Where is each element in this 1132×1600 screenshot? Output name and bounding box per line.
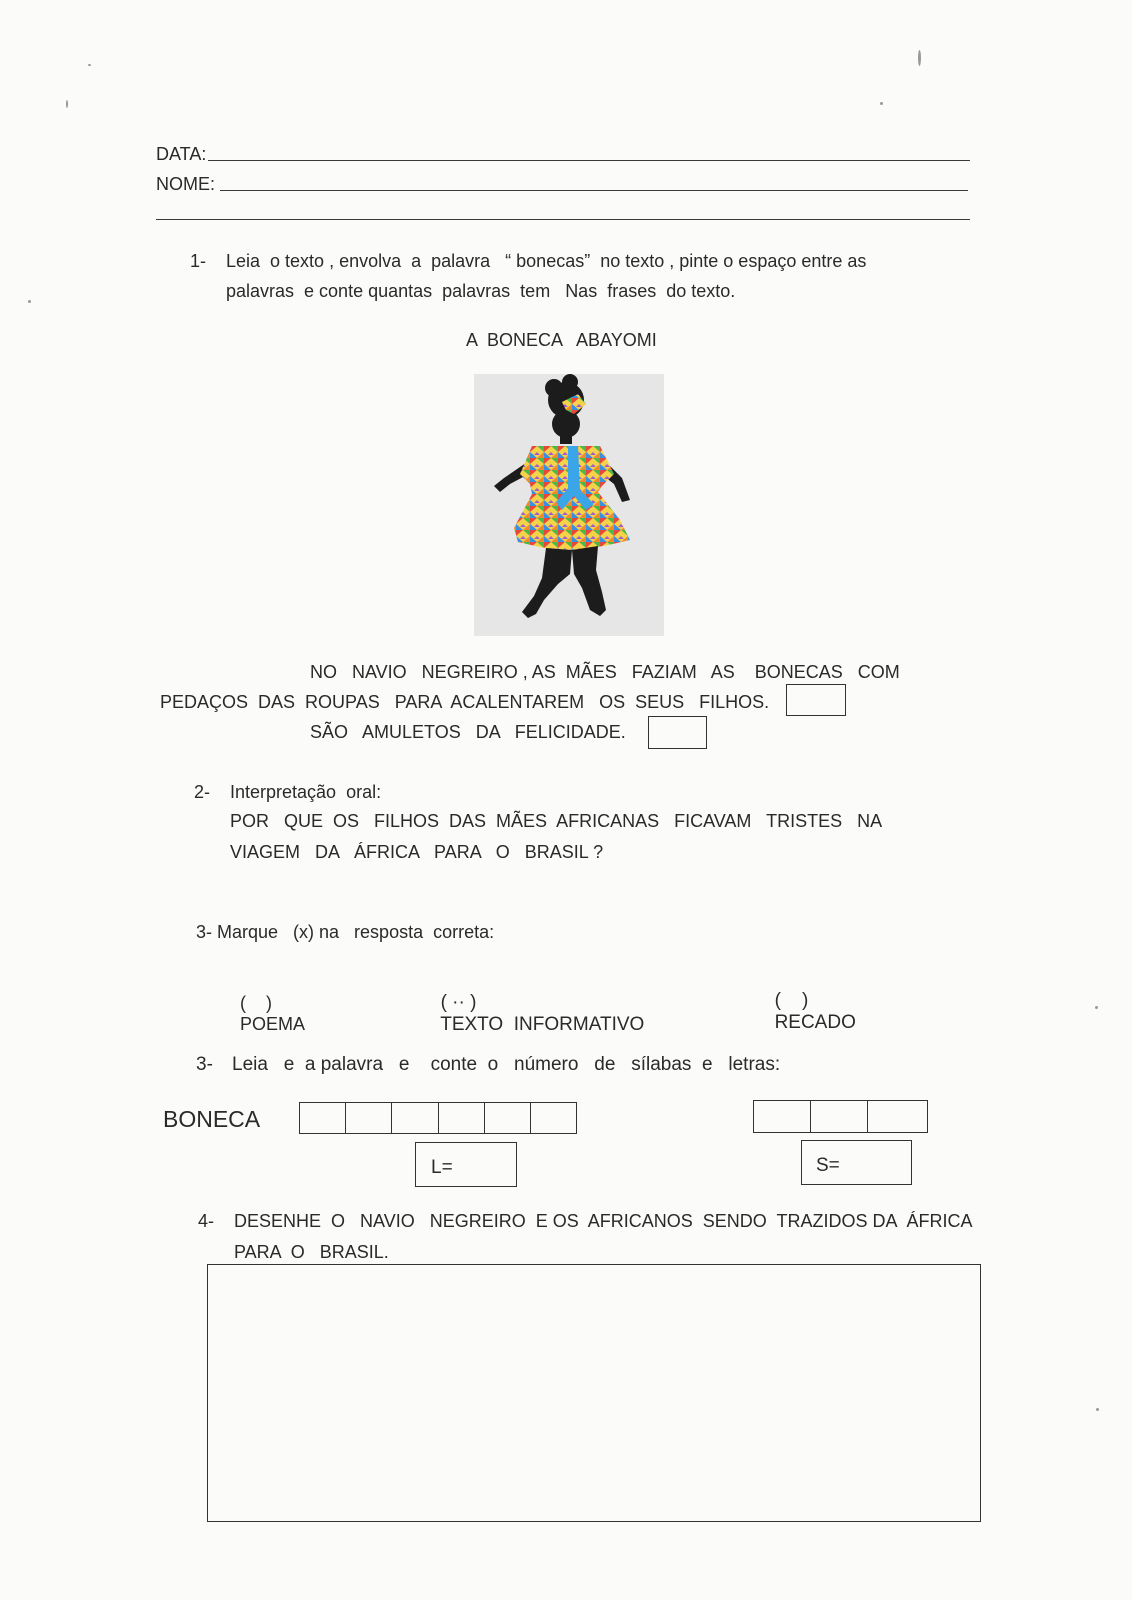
option-recado-label: RECADO — [774, 1012, 856, 1033]
scan-speck — [880, 102, 883, 105]
extra-line[interactable] — [156, 219, 970, 220]
abayomi-doll-icon — [474, 374, 664, 636]
letter-cell[interactable] — [439, 1103, 485, 1133]
letters-count-box[interactable] — [415, 1142, 517, 1187]
letter-cell[interactable] — [300, 1103, 346, 1133]
abayomi-doll-image — [474, 374, 664, 636]
syllables-count-box[interactable] — [801, 1140, 912, 1185]
q2-number: 2- — [194, 782, 211, 802]
date-line[interactable] — [208, 160, 970, 161]
q1-number: 1- — [190, 251, 207, 271]
option-recado[interactable] — [764, 968, 856, 1034]
scan-speck — [1096, 1408, 1099, 1411]
scan-speck — [88, 64, 91, 66]
q2-question-line2: VIAGEM DA ÁFRICA PARA O BRASIL ? — [230, 842, 604, 862]
q4-instruction-line1: DESENHE O NAVIO NEGREIRO E OS AFRICANOS SENDO TRAZIDOS DA ÁFRICA — [234, 1211, 973, 1231]
syllable-cell[interactable] — [868, 1101, 927, 1132]
scan-speck — [28, 300, 31, 303]
option-poema-checkbox[interactable]: ( ) — [240, 993, 273, 1013]
q2-title: Interpretação oral: — [230, 782, 382, 802]
letters-label: L= — [431, 1157, 453, 1178]
option-texto-informativo[interactable] — [430, 970, 644, 1036]
option-poema-label: POEMA — [240, 1014, 306, 1034]
option-texto-informativo-label: TEXTO INFORMATIVO — [440, 1014, 645, 1035]
scan-speck — [918, 50, 921, 66]
q3b-number: 3- — [196, 1054, 213, 1075]
story-title: A BONECA ABAYOMI — [466, 330, 657, 350]
word-count-box-1[interactable] — [786, 684, 846, 716]
story-line1: NO NAVIO NEGREIRO , AS MÃES FAZIAM AS BONECAS COM — [310, 662, 900, 682]
letter-cell[interactable] — [485, 1103, 531, 1133]
letter-cells[interactable] — [299, 1102, 577, 1134]
letter-cell[interactable] — [346, 1103, 392, 1133]
q1-instruction-line1: Leia o texto , envolva a palavra “ bonecas” no texto , pinte o espaço entre as — [226, 251, 867, 271]
story-line3: SÃO AMULETOS DA FELICIDADE. — [310, 722, 626, 742]
name-label: NOME: — [156, 174, 216, 194]
letter-cell[interactable] — [392, 1103, 438, 1133]
syllable-cells[interactable] — [753, 1100, 928, 1133]
word-boneca: BONECA — [163, 1106, 261, 1132]
q4-instruction-line2: PARA O BRASIL. — [234, 1242, 389, 1262]
syllable-cell[interactable] — [754, 1101, 811, 1132]
q1-instruction-line2: palavras e conte quantas palavras tem Nas frases do texto. — [226, 281, 736, 301]
word-count-box-2[interactable] — [648, 716, 707, 749]
q4-number: 4- — [198, 1211, 215, 1231]
scan-speck — [1095, 1006, 1098, 1009]
syllable-cell[interactable] — [811, 1101, 868, 1132]
q2-question-line1: POR QUE OS FILHOS DAS MÃES AFRICANAS FICAVAM TRISTES NA — [230, 811, 883, 831]
q3a-title: 3- Marque (x) na resposta correta: — [196, 922, 495, 942]
syllables-label: S= — [816, 1155, 840, 1176]
q3b-title: Leia e a palavra e conte o número de sílabas e letras: — [232, 1054, 781, 1075]
name-line[interactable] — [220, 190, 968, 191]
option-texto-informativo-checkbox[interactable]: ( ·· ) — [440, 992, 477, 1013]
drawing-area[interactable] — [207, 1264, 981, 1522]
option-recado-checkbox[interactable]: ( ) — [774, 990, 809, 1011]
option-poema[interactable] — [230, 972, 305, 1035]
date-label: DATA: — [156, 144, 207, 164]
scan-speck — [66, 100, 68, 108]
letter-cell[interactable] — [531, 1103, 576, 1133]
story-line2: PEDAÇOS DAS ROUPAS PARA ACALENTAREM OS SEUS FILHOS. — [160, 692, 770, 712]
